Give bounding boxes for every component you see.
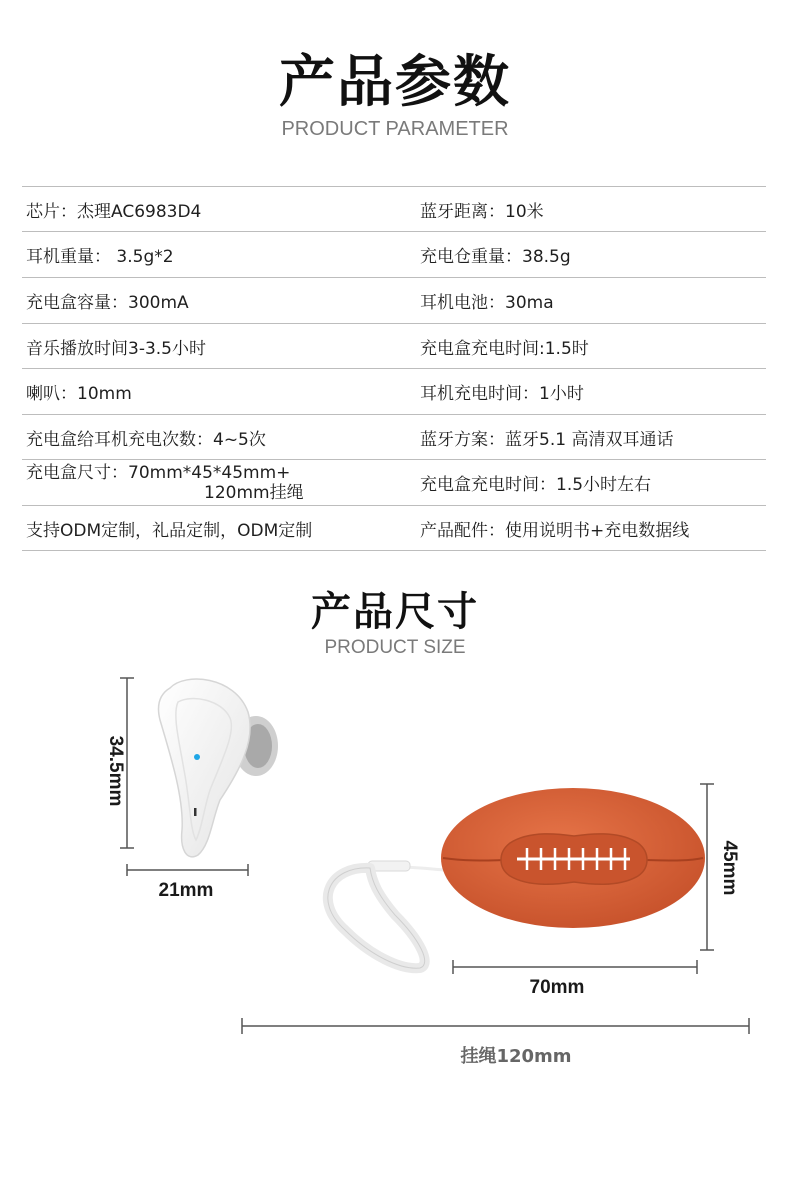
lanyard-length-label: 挂绳120mm [460, 1046, 572, 1067]
lanyard [328, 861, 445, 968]
param-left: 充电盒容量：300mA [26, 293, 189, 313]
param-left: 充电盒给耳机充电次数：4~5次 [26, 429, 266, 450]
size-subtitle: PRODUCT SIZE [324, 637, 466, 658]
size-title: 产品尺寸 [311, 589, 479, 635]
case-height-label: 45mm [719, 840, 740, 896]
param-right: 耳机电池：30ma [420, 293, 554, 313]
param-right: 充电盒充电时间:1.5时 [420, 338, 589, 359]
led-indicator [194, 754, 200, 760]
param-right: 耳机充电时间：1小时 [420, 384, 584, 404]
param-left-line2: 120mm挂绳 [204, 482, 304, 503]
param-right: 蓝牙距离：10米 [420, 201, 544, 222]
earbud-height-dimension [105, 678, 134, 848]
param-right: 充电仓重量：38.5g [420, 247, 571, 267]
earbud-width-label: 21mm [158, 880, 214, 901]
page-subtitle: PRODUCT PARAMETER [281, 118, 509, 140]
param-left-line1: 充电盒尺寸：70mm*45*45mm+ [26, 462, 291, 483]
earbud-width-dimension [127, 864, 248, 901]
case-width-dimension [453, 960, 697, 998]
param-right: 蓝牙方案：蓝牙5.1 高清双耳通话 [420, 429, 674, 450]
param-left: 音乐播放时间3-3.5小时 [26, 338, 206, 359]
param-left: 支持ODM定制，礼品定制，ODM定制 [26, 520, 313, 541]
lanyard-length-dimension [242, 1018, 749, 1067]
param-right: 产品配件：使用说明书+充电数据线 [420, 520, 690, 541]
param-left: 芯片：杰理AC6983D4 [26, 201, 202, 222]
charging-case-image [441, 788, 705, 928]
earbud-image [158, 679, 278, 857]
param-left: 耳机重量： 3.5g*2 [26, 247, 174, 267]
page-title: 产品参数 [279, 50, 511, 115]
earbud-height-label: 34.5mm [105, 735, 126, 807]
mic-hole [194, 808, 197, 816]
case-width-label: 70mm [529, 977, 585, 998]
param-left: 喇叭：10mm [26, 384, 132, 404]
case-height-dimension [700, 784, 740, 950]
param-right: 充电盒充电时间：1.5小时左右 [420, 475, 652, 495]
